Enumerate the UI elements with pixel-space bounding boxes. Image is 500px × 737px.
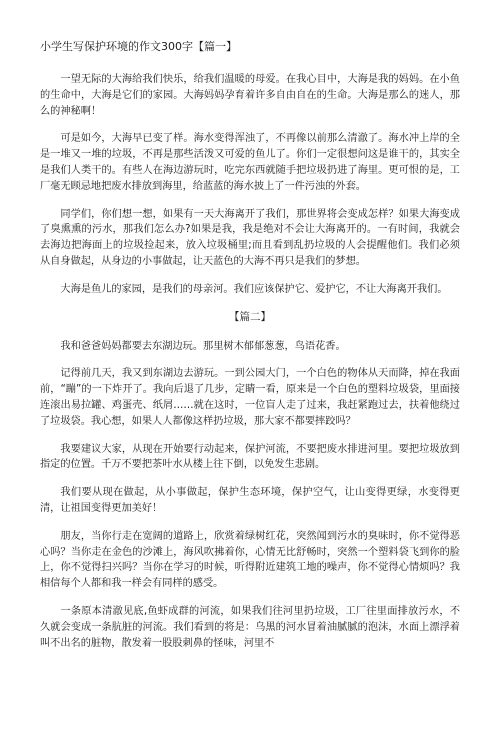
paragraph: 一条原本清澈见底,鱼虾成群的河流，如果我们往河里扔垃圾，工厂往里面排放污水，不久就会变成一条肮脏的河流。我们看到的将是：乌黑的河水冒着油腻腻的泡沫，水面上漂浮着叫不出名的脏物，散发着一股股刺鼻的怪味，河里不 [40, 605, 460, 649]
document-title: 小学生写保护环境的作文300字【篇一】 [40, 40, 237, 53]
paragraph: 同学们，你们想一想，如果有一天大海离开了我们，那世界将会变成怎样？如果大海变成了臭熏熏的污水，那我们怎么办?如果是我，我是绝对不会让大海离开的。一有时间，我就会去海边把海面上的垃圾捡起来，放入垃圾桶里;而且看到乱扔垃圾的人会提醒他们。我们必须从自身做起，从身边的小事做起，让天蓝色的大海不再只是我们的梦想。 [40, 208, 460, 267]
paragraph: 我和爸爸妈妈都要去东湖边玩。那里树木郁郁葱葱，鸟语花香。 [60, 340, 346, 352]
paragraph: 我们要从现在做起，从小事做起，保护生态环境，保护空气，让山变得更绿，水变得更清，让祖国变得更加美好！ [40, 487, 460, 514]
paragraph: 朋友，当你行走在宽阔的道路上，欣赏着绿树红花，突然闻到污水的臭味时，你不觉得恶心吗？当你走在金色的沙滩上，海风吹拂着你，心情无比舒畅时，突然一个塑料袋飞到你的脸上，你不觉得扫兴吗？当你在学习的时候，听得附近建筑工地的噪声，你不觉得心情烦吗？我相信每个人都和我一样会有同样的感受。 [40, 530, 460, 590]
section-heading: 【篇二】 [229, 310, 271, 323]
paragraph: 大海是鱼儿的家园，是我们的母亲河。我们应该保护它、爱护它，不让大海离开我们。 [60, 283, 448, 295]
paragraph: 可是如今，大海早已变了样。海水变得浑浊了，不再像以前那么清澈了。海水冲上岸的全是一堆又一堆的垃圾，不再是那些活泼又可爱的鱼儿了。你们一定很想问这是谁干的，其实全是我们人类干的。有些人在海边游玩时，吃完东西就随手把垃圾扔进了海里。更可恨的是，工厂毫无顾忌地把废水排放到海里，给蓝蓝的海水披上了一件污浊的外套。 [40, 133, 460, 192]
paragraph: 我要建议大家，从现在开始要行动起来，保护河流，不要把废水排进河里。要把垃圾放到指定的位置。千万不要把茶叶水从楼上往下倒，以免发生悲剧。 [40, 443, 460, 471]
paragraph: 记得前几天，我又到东湖边去游玩。一到公园大门，一个白色的物体从天而降，掉在我面前，“蹦”的一下炸开了。我向后退了几步，定睛一看，原来是一个白色的塑料垃圾袋，里面接连滚出易拉罐、鸡蛋壳、纸屑……就在这时，一位盲人走了过来，我赶紧跑过去，扶着他绕过了垃圾袋。我心想，如果人人都像这样扔垃圾，那大家不都要摔跤吗？ [40, 368, 460, 427]
paragraph: 一望无际的大海给我们快乐，给我们温暖的母爱。在我心目中，大海是我的妈妈。在小鱼的生命中，大海是它们的家园。大海妈妈孕育着许多自由自在的生命。大海是那么的迷人，那么的神秘啊！ [40, 74, 460, 117]
